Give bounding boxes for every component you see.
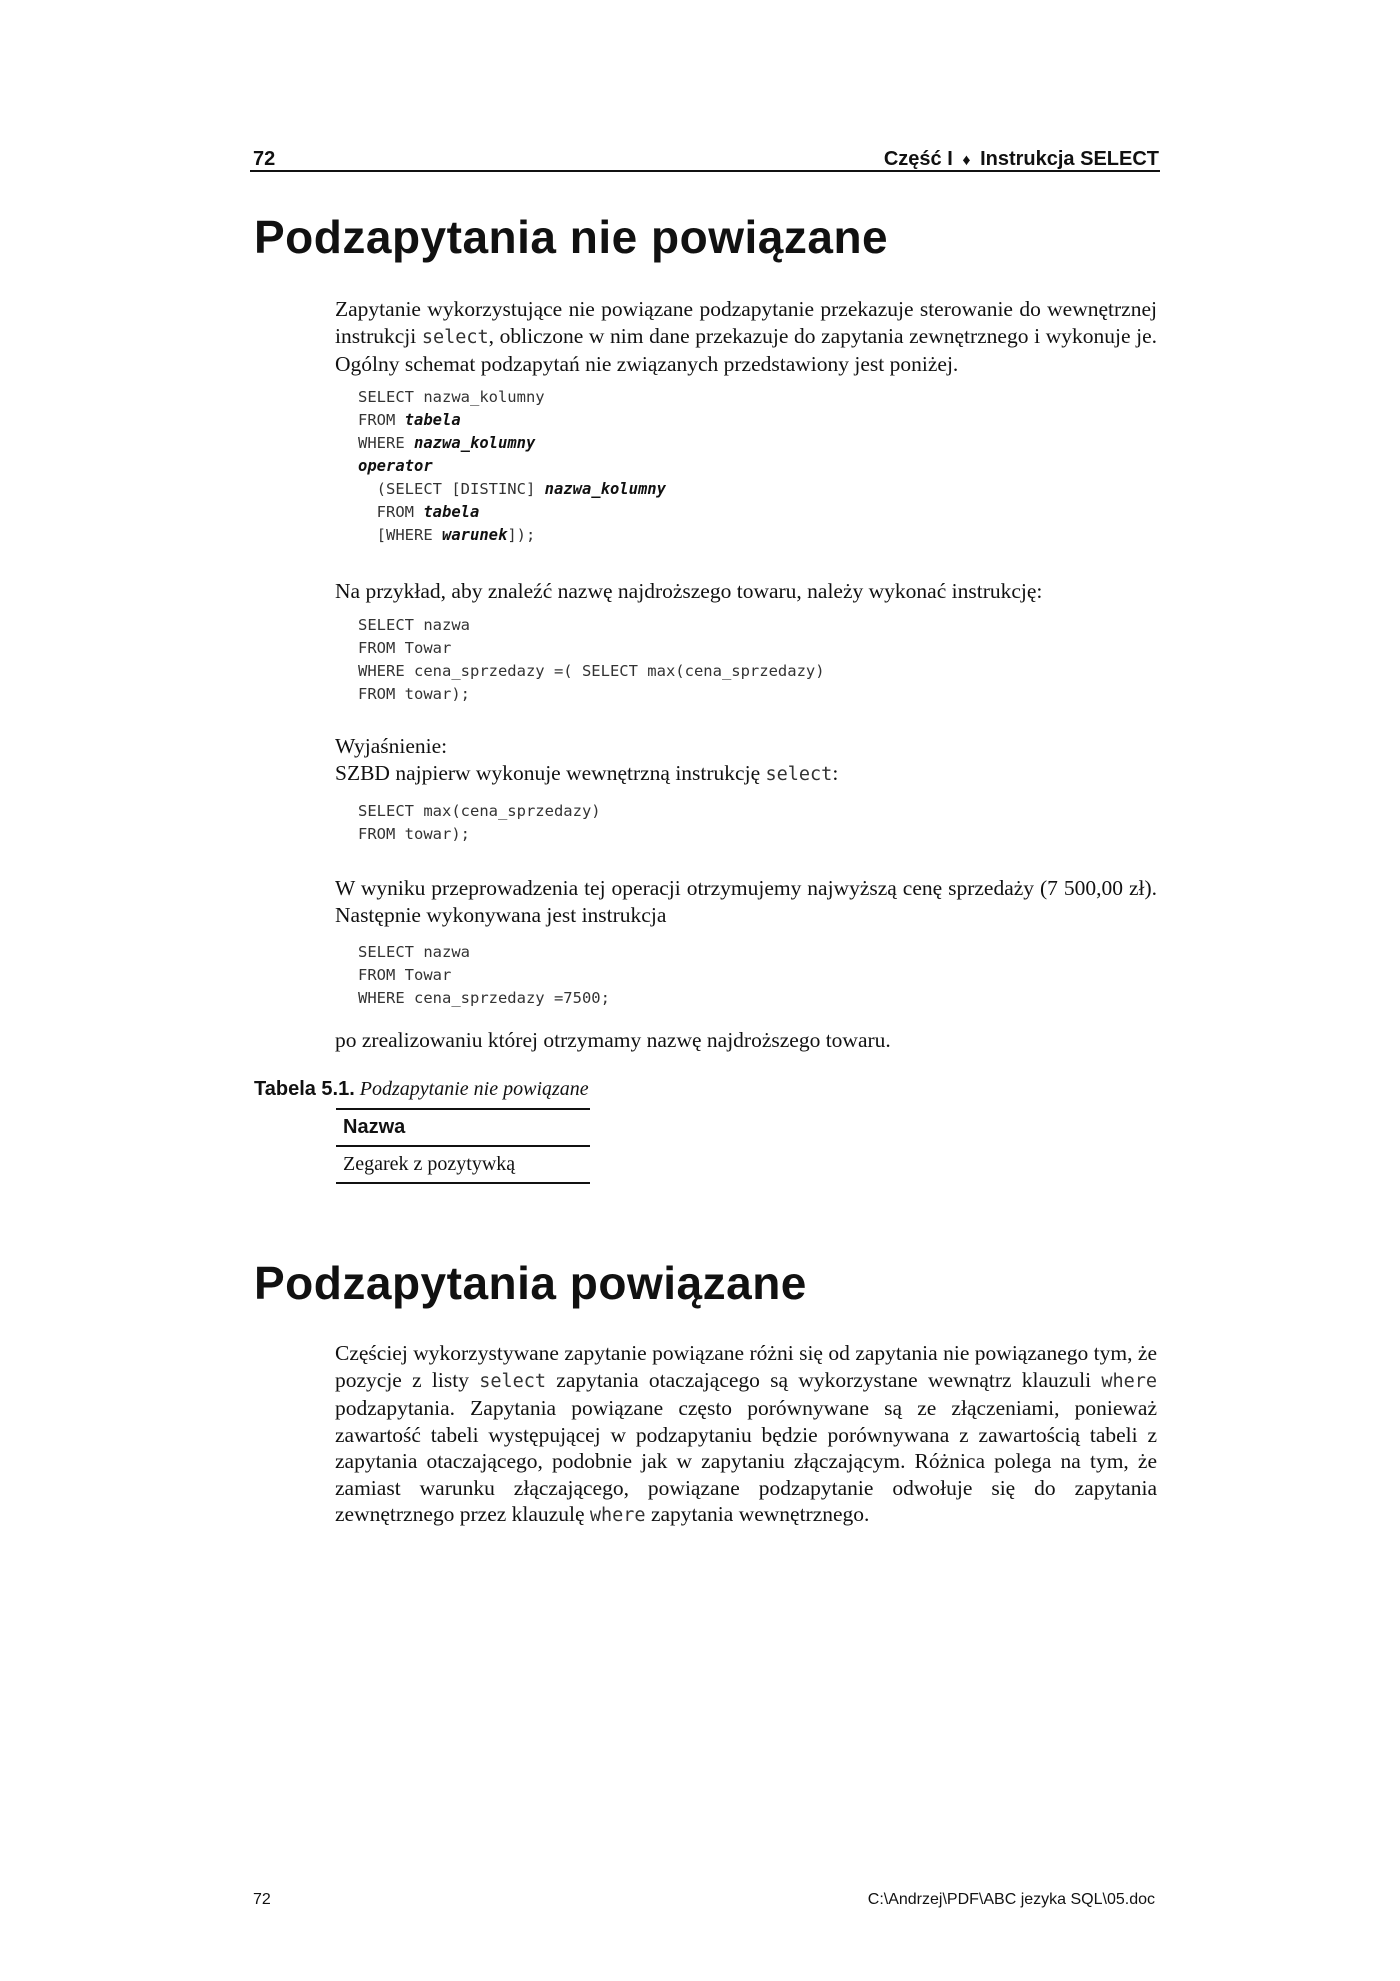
paragraph-result: W wyniku przeprowadzenia tej operacji otrzymujemy najwyższą cenę sprzedaży (7 500,00 zł). Następnie wykonywana jest instrukcja xyxy=(335,876,1157,927)
inline-code: where xyxy=(589,1505,646,1526)
code-line: FROM tabela xyxy=(358,411,461,429)
paragraph-conclusion: po zrealizowaniu której otrzymamy nazwę najdroższego towaru. xyxy=(335,1028,891,1052)
paragraph-intro xyxy=(335,296,1157,378)
text-run: , obliczone w nim dane przekazuje do zapytania zewnętrznego i wykonuje je. Ogólny schemat podzapytań nie związanych przedstawiony jest poniżej. xyxy=(335,323,1157,376)
text-run: zapytania otaczającego są wykorzystane wewnątrz klauzuli xyxy=(546,1367,1102,1392)
code-line: (SELECT [DISTINC] nazwa_kolumny xyxy=(358,480,666,498)
section-title-correlated: Podzapytania powiązane xyxy=(254,1257,807,1309)
paragraph-correlated xyxy=(335,1340,1157,1530)
table-caption xyxy=(254,1078,589,1101)
diamond-icon: ♦ xyxy=(962,152,971,169)
text-run: zapytania wewnętrznego. xyxy=(645,1502,870,1526)
footer-page-number: 72 xyxy=(253,1891,271,1908)
code-line: SELECT nazwa_kolumny xyxy=(358,388,545,406)
running-header-page-number: 72 xyxy=(253,148,276,170)
text-run: Częściej wykorzystywane zapytanie powiązane różni się od zapytania nie powiązanego tym, że pozycje z listy xyxy=(335,1341,1157,1392)
table-caption-label: Tabela 5.1. xyxy=(254,1078,355,1100)
code-line: FROM tabela xyxy=(358,503,480,521)
code-line: operator xyxy=(358,457,433,475)
inline-code: select xyxy=(421,326,489,348)
text-run: podzapytania. Zapytania powiązane często porównywane są ze złączeniami, ponieważ zawartość tabeli występującej w podzapytaniu będzie porównywana z zawartością tabeli z zapytania otaczającego, podobnie jak w zapytaniu złączającym. Różnica polega na tym, że zamiast warunku złączającego, powiązane podzapytanie odwołuje się do zapytania zewnętrznego przez klauzulę xyxy=(335,1396,1157,1526)
inline-code: where xyxy=(1101,1370,1158,1392)
code-line: WHERE nazwa_kolumny xyxy=(358,434,536,452)
code-line: [WHERE warunek]); xyxy=(358,526,536,544)
header-part: Część I xyxy=(883,148,953,170)
section-title-non-correlated: Podzapytania nie powiązane xyxy=(254,211,889,263)
result-table xyxy=(336,1108,590,1184)
header-rule xyxy=(250,170,1160,172)
paragraph-explanation xyxy=(335,733,1157,788)
code-block-final: SELECT nazwa FROM Towar WHERE cena_sprzedazy =7500; xyxy=(358,943,610,1007)
text-line: Wyjaśnienie: xyxy=(335,734,448,758)
paragraph-example: Na przykład, aby znaleźć nazwę najdroższego towaru, należy wykonać instrukcję: xyxy=(335,579,1043,603)
inline-code: select xyxy=(479,1370,547,1392)
code-block-example: SELECT nazwa FROM Towar WHERE cena_sprzedazy =( SELECT max(cena_sprzedazy) FROM towar); xyxy=(358,616,825,703)
running-header-title xyxy=(884,148,1159,171)
header-chapter: Instrukcja SELECT xyxy=(980,148,1159,170)
code-block-schema xyxy=(358,386,666,547)
code-block-inner-select: SELECT max(cena_sprzedazy) FROM towar); xyxy=(358,802,601,843)
text-run: Zapytanie wykorzystujące nie powiązane podzapytanie przekazuje sterowanie do wewnętrznej instrukcji xyxy=(335,297,1157,348)
table-rule-bottom xyxy=(336,1182,590,1184)
footer-file-path: C:\Andrzej\PDF\ABC jezyka SQL\05.doc xyxy=(867,1891,1155,1908)
table-row: Zegarek z pozytywką xyxy=(343,1153,516,1175)
text-line: SZBD najpierw wykonuje wewnętrzną instrukcję select: xyxy=(335,760,839,785)
table-header-nazwa: Nazwa xyxy=(343,1116,406,1138)
table-caption-title: Podzapytanie nie powiązane xyxy=(359,1078,589,1100)
